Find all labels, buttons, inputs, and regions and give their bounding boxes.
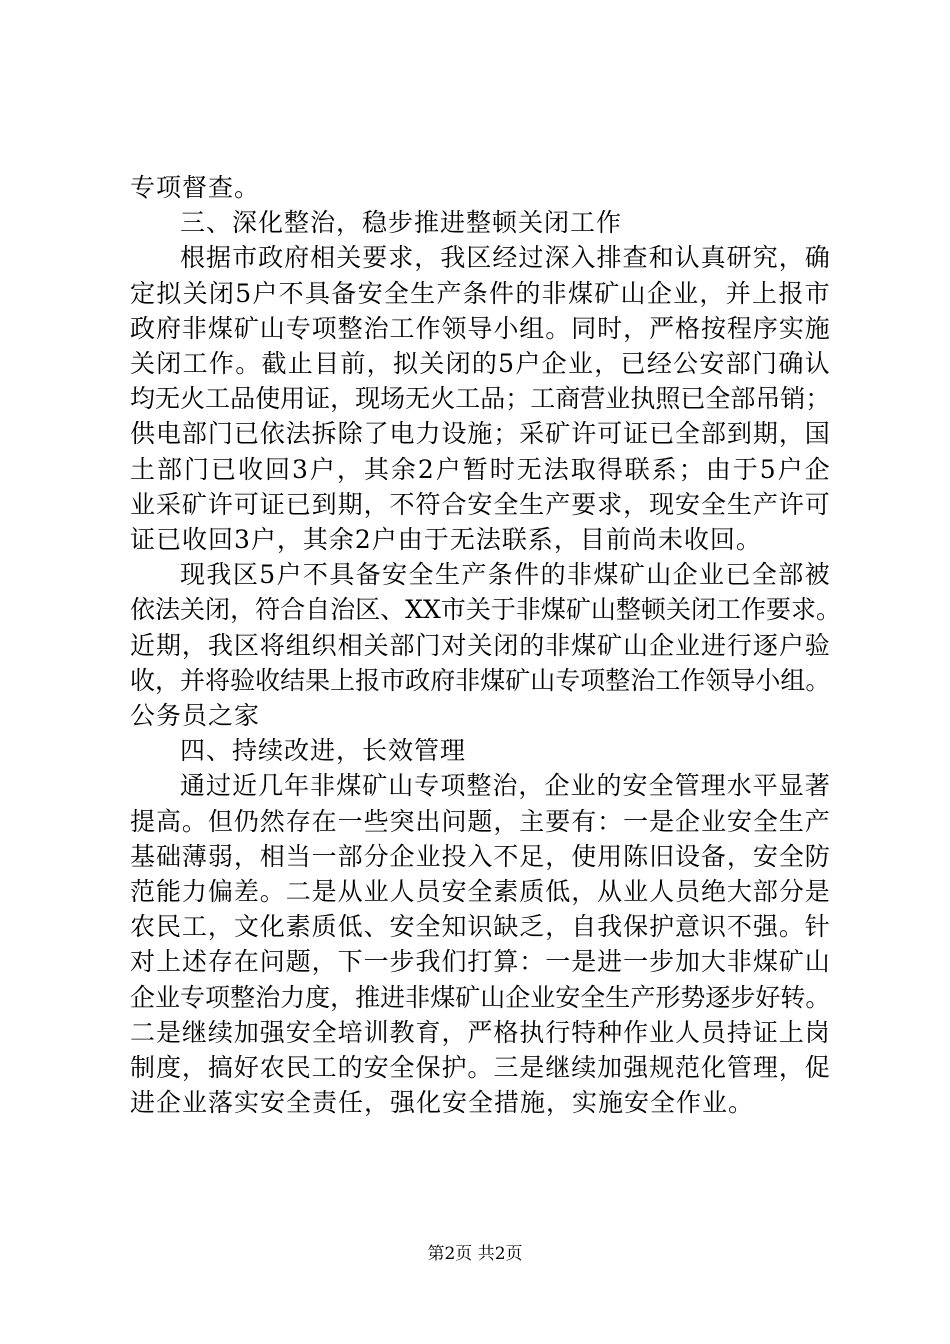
text-line: 均 无 火 工 品 使 用 证 ， 现 场 无 火 工 品 ； 工 商 营 业 执 照 已 全 部 吊 销 ； [130,384,831,414]
text-line: 供 电 部 门 已 依 法 拆 除 了 电 力 设 施 ； 采 矿 许 可 证 已 全 部 到 期 ， 国 [130,419,830,449]
text-line: 二 是 继 续 加 强 安 全 培 训 教 育 ， 严 格 执 行 特 种 作 业 人 员 持 证 上 岗 [130,1017,830,1047]
text-line: 制 度 ， 搞 好 农 民 工 的 安 全 保 护 。 三 是 继 续 加 强 规 范 化 管 理 ， 促 [130,1053,830,1082]
text-line: 政 府 非 煤 矿 山 专 项 整 治 工 作 领 导 小 组 。 同 时 ， 严 格 按 程 序 实 施 [130,313,830,343]
text-line: 关 闭 工 作 。 截 止 目 前 ， 拟 关 闭 的 5 户 企 业 ， 已 经 公 安 部 门 确 认 [130,349,830,378]
text-line: 近 期 ， 我 区 将 组 织 相 关 部 门 对 关 闭 的 非 煤 矿 山 企 业 进 行 逐 户 验 [130,630,830,660]
text-line: 现 我 区 5 户 不 具 备 安 全 生 产 条 件 的 非 煤 矿 山 企 业 已 全 部 被 [180,560,830,590]
text-line: 提 高 。 但 仍 然 存 在 一 些 突 出 问 题 ， 主 要 有 ： 一 是 企 业 安 全 生 产 [130,806,830,836]
text-line: 业 采 矿 许 可 证 已 到 期 ， 不 符 合 安 全 生 产 要 求 ， 现 安 全 生 产 许 可 [130,489,830,519]
text-line: 专项督查。 [130,173,261,202]
text-line: 土 部 门 已 收 回 3 户 ， 其 余 2 户 暂 时 无 法 取 得 联 系 ； 由 于 5 户 企 [130,454,830,484]
text-line: 证已收回3户，其余2户由于无法联系，目前尚未收回。 [130,525,762,554]
text-line: 农 民 工 ， 文 化 素 质 低 、 安 全 知 识 缺 乏 ， 自 我 保 护 意 识 不 强 。 针 [130,912,830,942]
text-line: 范 能 力 偏 差 。 二 是 从 业 人 员 安 全 素 质 低 ， 从 业 人 员 绝 大 部 分 是 [130,877,830,906]
text-line: 依 法 关 闭 ， 符 合 自 治 区 、 X X 市 关 于 非 煤 矿 山 整 顿 关 闭 工 作 要 求 。 [130,595,842,625]
text-line: 通 过 近 几 年 非 煤 矿 山 专 项 整 治 ， 企 业 的 安 全 管 理 水 平 显 著 [180,771,830,801]
text-line: 进企业落实安全责任，强化安全措施，实施安全作业。 [130,1088,755,1118]
text-line: 四、持续改进，长效管理 [180,736,467,766]
text-line: 三、深化整治，稳步推进整顿关闭工作 [180,208,623,238]
text-line: 根 据 市 政 府 相 关 要 求 ， 我 区 经 过 深 入 排 查 和 认 真 研 究 ， 确 [180,243,830,273]
text-line: 基 础 薄 弱 ， 相 当 一 部 分 企 业 投 入 不 足 ， 使 用 陈 旧 设 备 ， 安 全 防 [130,841,830,871]
text-line: 公务员之家 [130,701,261,730]
text-line: 企 业 专 项 整 治 力 度 ， 推 进 非 煤 矿 山 企 业 安 全 生 产 形 势 逐 步 好 转 。 [130,982,831,1012]
text-line: 定 拟 关 闭 5 户 不 具 备 安 全 生 产 条 件 的 非 煤 矿 山 企 业 ， 并 上 报 市 [130,278,830,308]
page-footer: 第2页 共2页 [427,1244,523,1264]
text-line: 收 ， 并 将 验 收 结 果 上 报 市 政 府 非 煤 矿 山 专 项 整 治 工 作 领 导 小 组 。 [130,665,831,695]
text-line: 对 上 述 存 在 问 题 ， 下 一 步 我 们 打 算 ： 一 是 进 一 步 加 大 非 煤 矿 山 [130,947,830,977]
